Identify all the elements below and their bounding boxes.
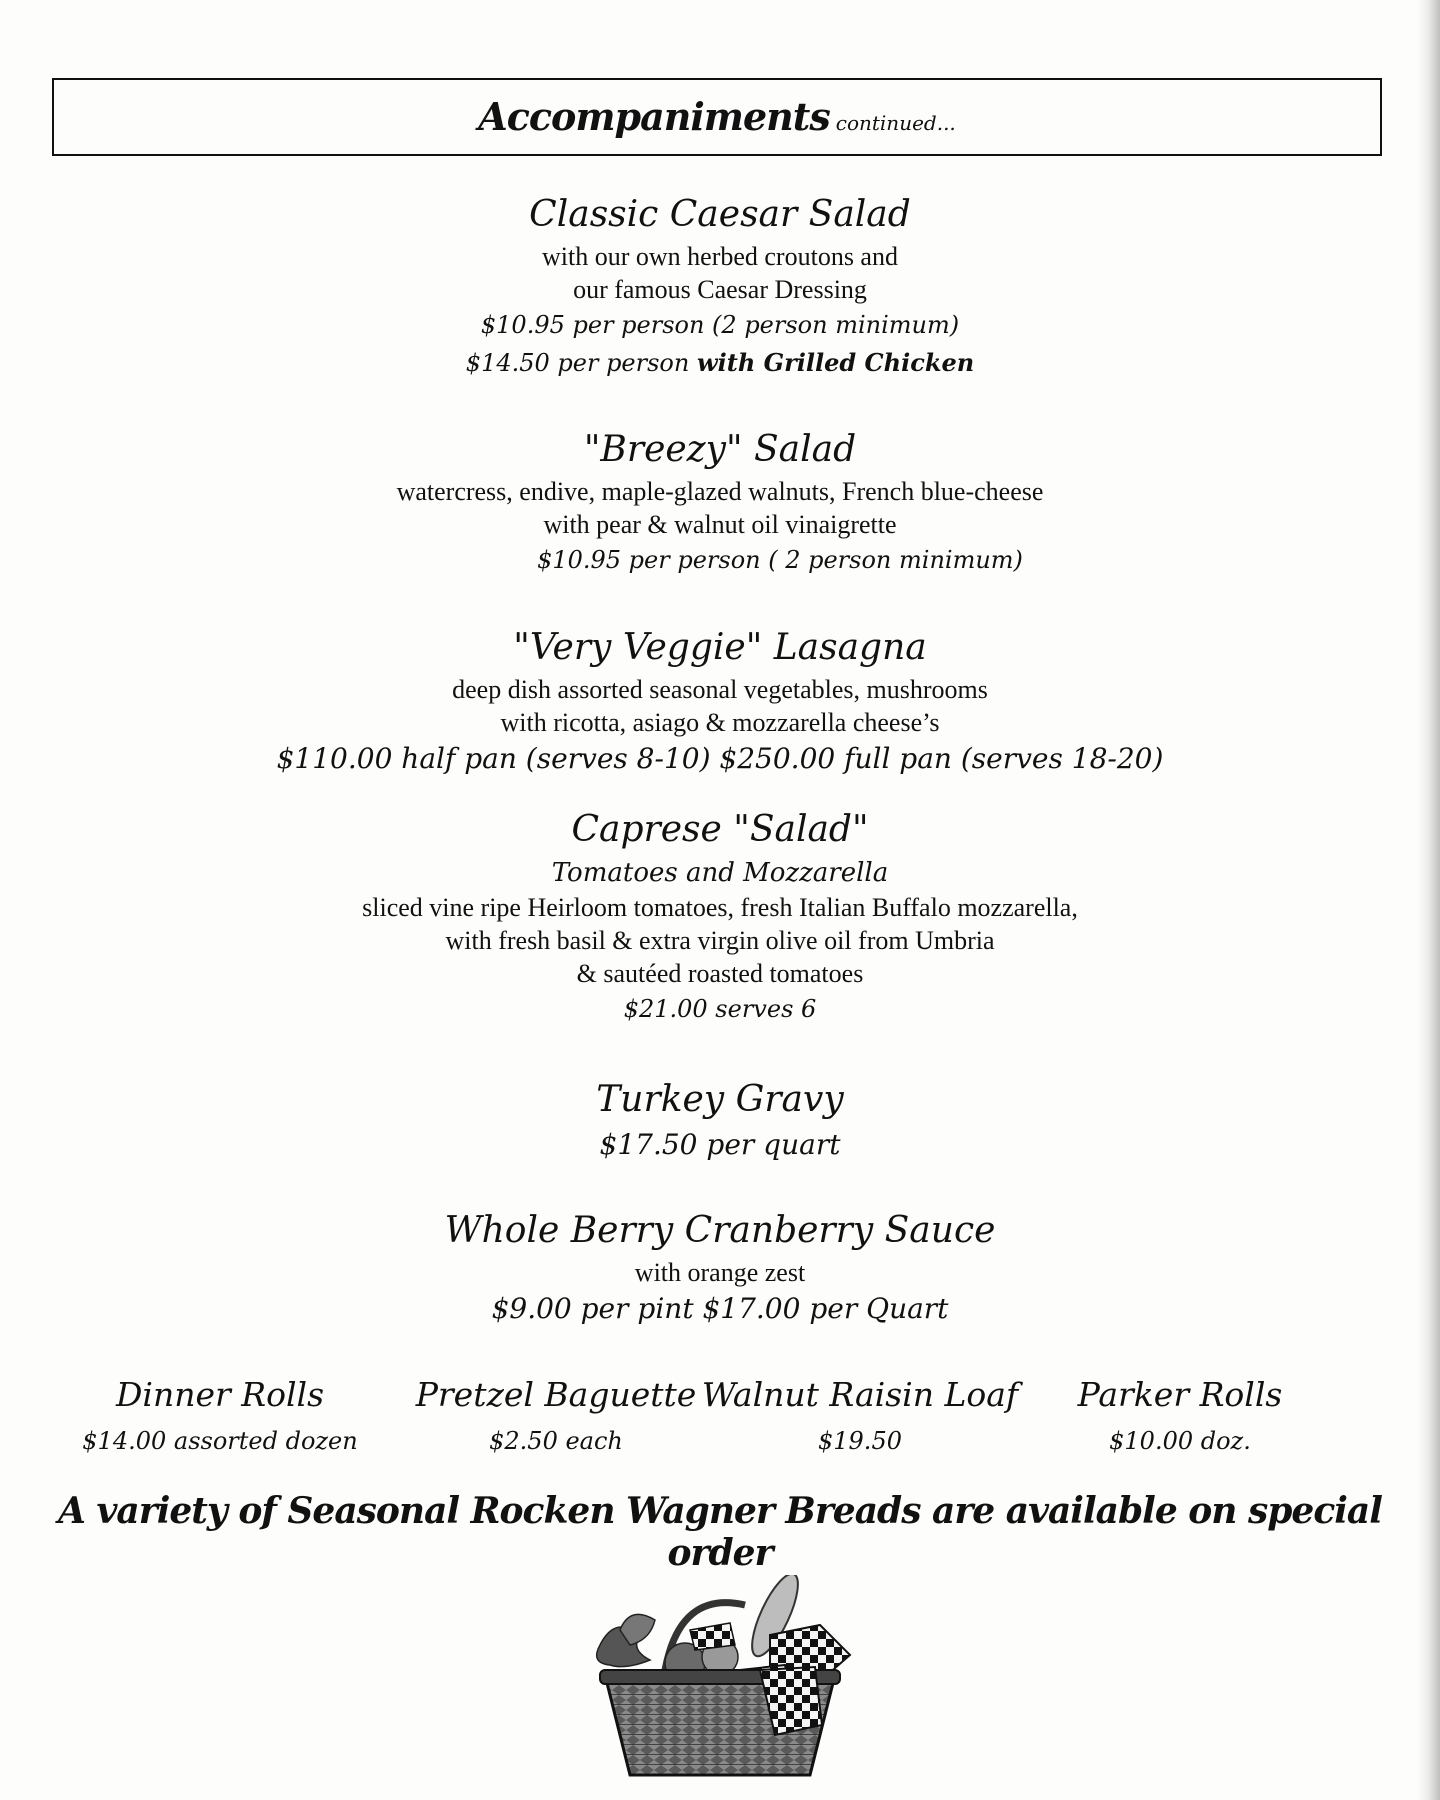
bread-name: Parker Rolls (1077, 1375, 1283, 1414)
bread-item (1020, 1370, 1340, 1462)
bread-item (60, 1370, 380, 1462)
item-description-line: deep dish assorted seasonal vegetables, mushrooms (452, 675, 988, 704)
bread-item (700, 1370, 1020, 1462)
item-price: $110.00 half pan (serves 8-10) $250.00 full pan (serves 18-20) (276, 742, 1164, 775)
item-description-line: with ricotta, asiago & mozzarella cheese’s (500, 708, 940, 737)
item-price-chicken (0, 344, 1440, 382)
item-price: $10.95 per person (2 person minimum) (480, 311, 960, 339)
bread-name: Pretzel Baguette (415, 1375, 697, 1414)
item-description-line: with orange zest (634, 1258, 806, 1287)
item-description-line: with fresh basil & extra virgin olive oil from Umbria (445, 926, 995, 955)
menu-item-cranberry-sauce (0, 1206, 1440, 1329)
item-description-line: with our own herbed croutons and (542, 242, 898, 271)
item-subtitle: Tomatoes and Mozzarella (551, 858, 889, 888)
item-description-line: & sautéed roasted tomatoes (576, 959, 864, 988)
bread-name: Dinner Rolls (115, 1375, 325, 1414)
special-order-note: A variety of Seasonal Rocken Wagner Breads are available on special order (58, 1490, 1382, 1574)
section-title: Accompaniments (478, 94, 830, 139)
picnic-basket-icon (570, 1575, 870, 1785)
section-subtitle: continued... (835, 111, 956, 135)
menu-item-caesar-salad (0, 190, 1440, 382)
item-description-line: sliced vine ripe Heirloom tomatoes, fresh Italian Buffalo mozzarella, (362, 893, 1078, 922)
bread-item (396, 1370, 716, 1462)
bread-price: $14.00 assorted dozen (82, 1427, 358, 1455)
item-title: "Very Veggie" Lasagna (513, 627, 927, 668)
item-description-line: watercress, endive, maple-glazed walnuts, French blue-cheese (396, 477, 1044, 506)
item-title: Classic Caesar Salad (529, 194, 911, 235)
menu-item-caprese (0, 805, 1440, 1028)
item-description-line: with pear & walnut oil vinaigrette (543, 510, 897, 539)
item-price-addon: with Grilled Chicken (696, 348, 975, 377)
bread-price: $10.00 doz. (1109, 1427, 1251, 1455)
item-description-line: our famous Caesar Dressing (573, 275, 867, 304)
item-title: Turkey Gravy (596, 1079, 844, 1120)
item-price: $9.00 per pint $17.00 per Quart (491, 1292, 949, 1325)
menu-item-lasagna (0, 623, 1440, 779)
breads-row (0, 1370, 1440, 1490)
item-price-text: $14.50 per person (465, 349, 690, 377)
item-price: $10.95 per person ( 2 person minimum) (537, 546, 1023, 574)
bread-price: $2.50 each (489, 1427, 623, 1455)
bread-price: $19.50 (818, 1427, 902, 1455)
menu-item-turkey-gravy (0, 1075, 1440, 1165)
item-price: $17.50 per quart (599, 1128, 841, 1161)
item-title: "Breezy" Salad (583, 429, 857, 470)
item-title: Caprese "Salad" (571, 809, 869, 850)
item-price: $21.00 serves 6 (623, 995, 817, 1023)
menu-item-breezy-salad (0, 425, 1440, 579)
item-title: Whole Berry Cranberry Sauce (444, 1210, 996, 1251)
section-header (52, 78, 1382, 156)
bread-name: Walnut Raisin Loaf (701, 1375, 1019, 1414)
